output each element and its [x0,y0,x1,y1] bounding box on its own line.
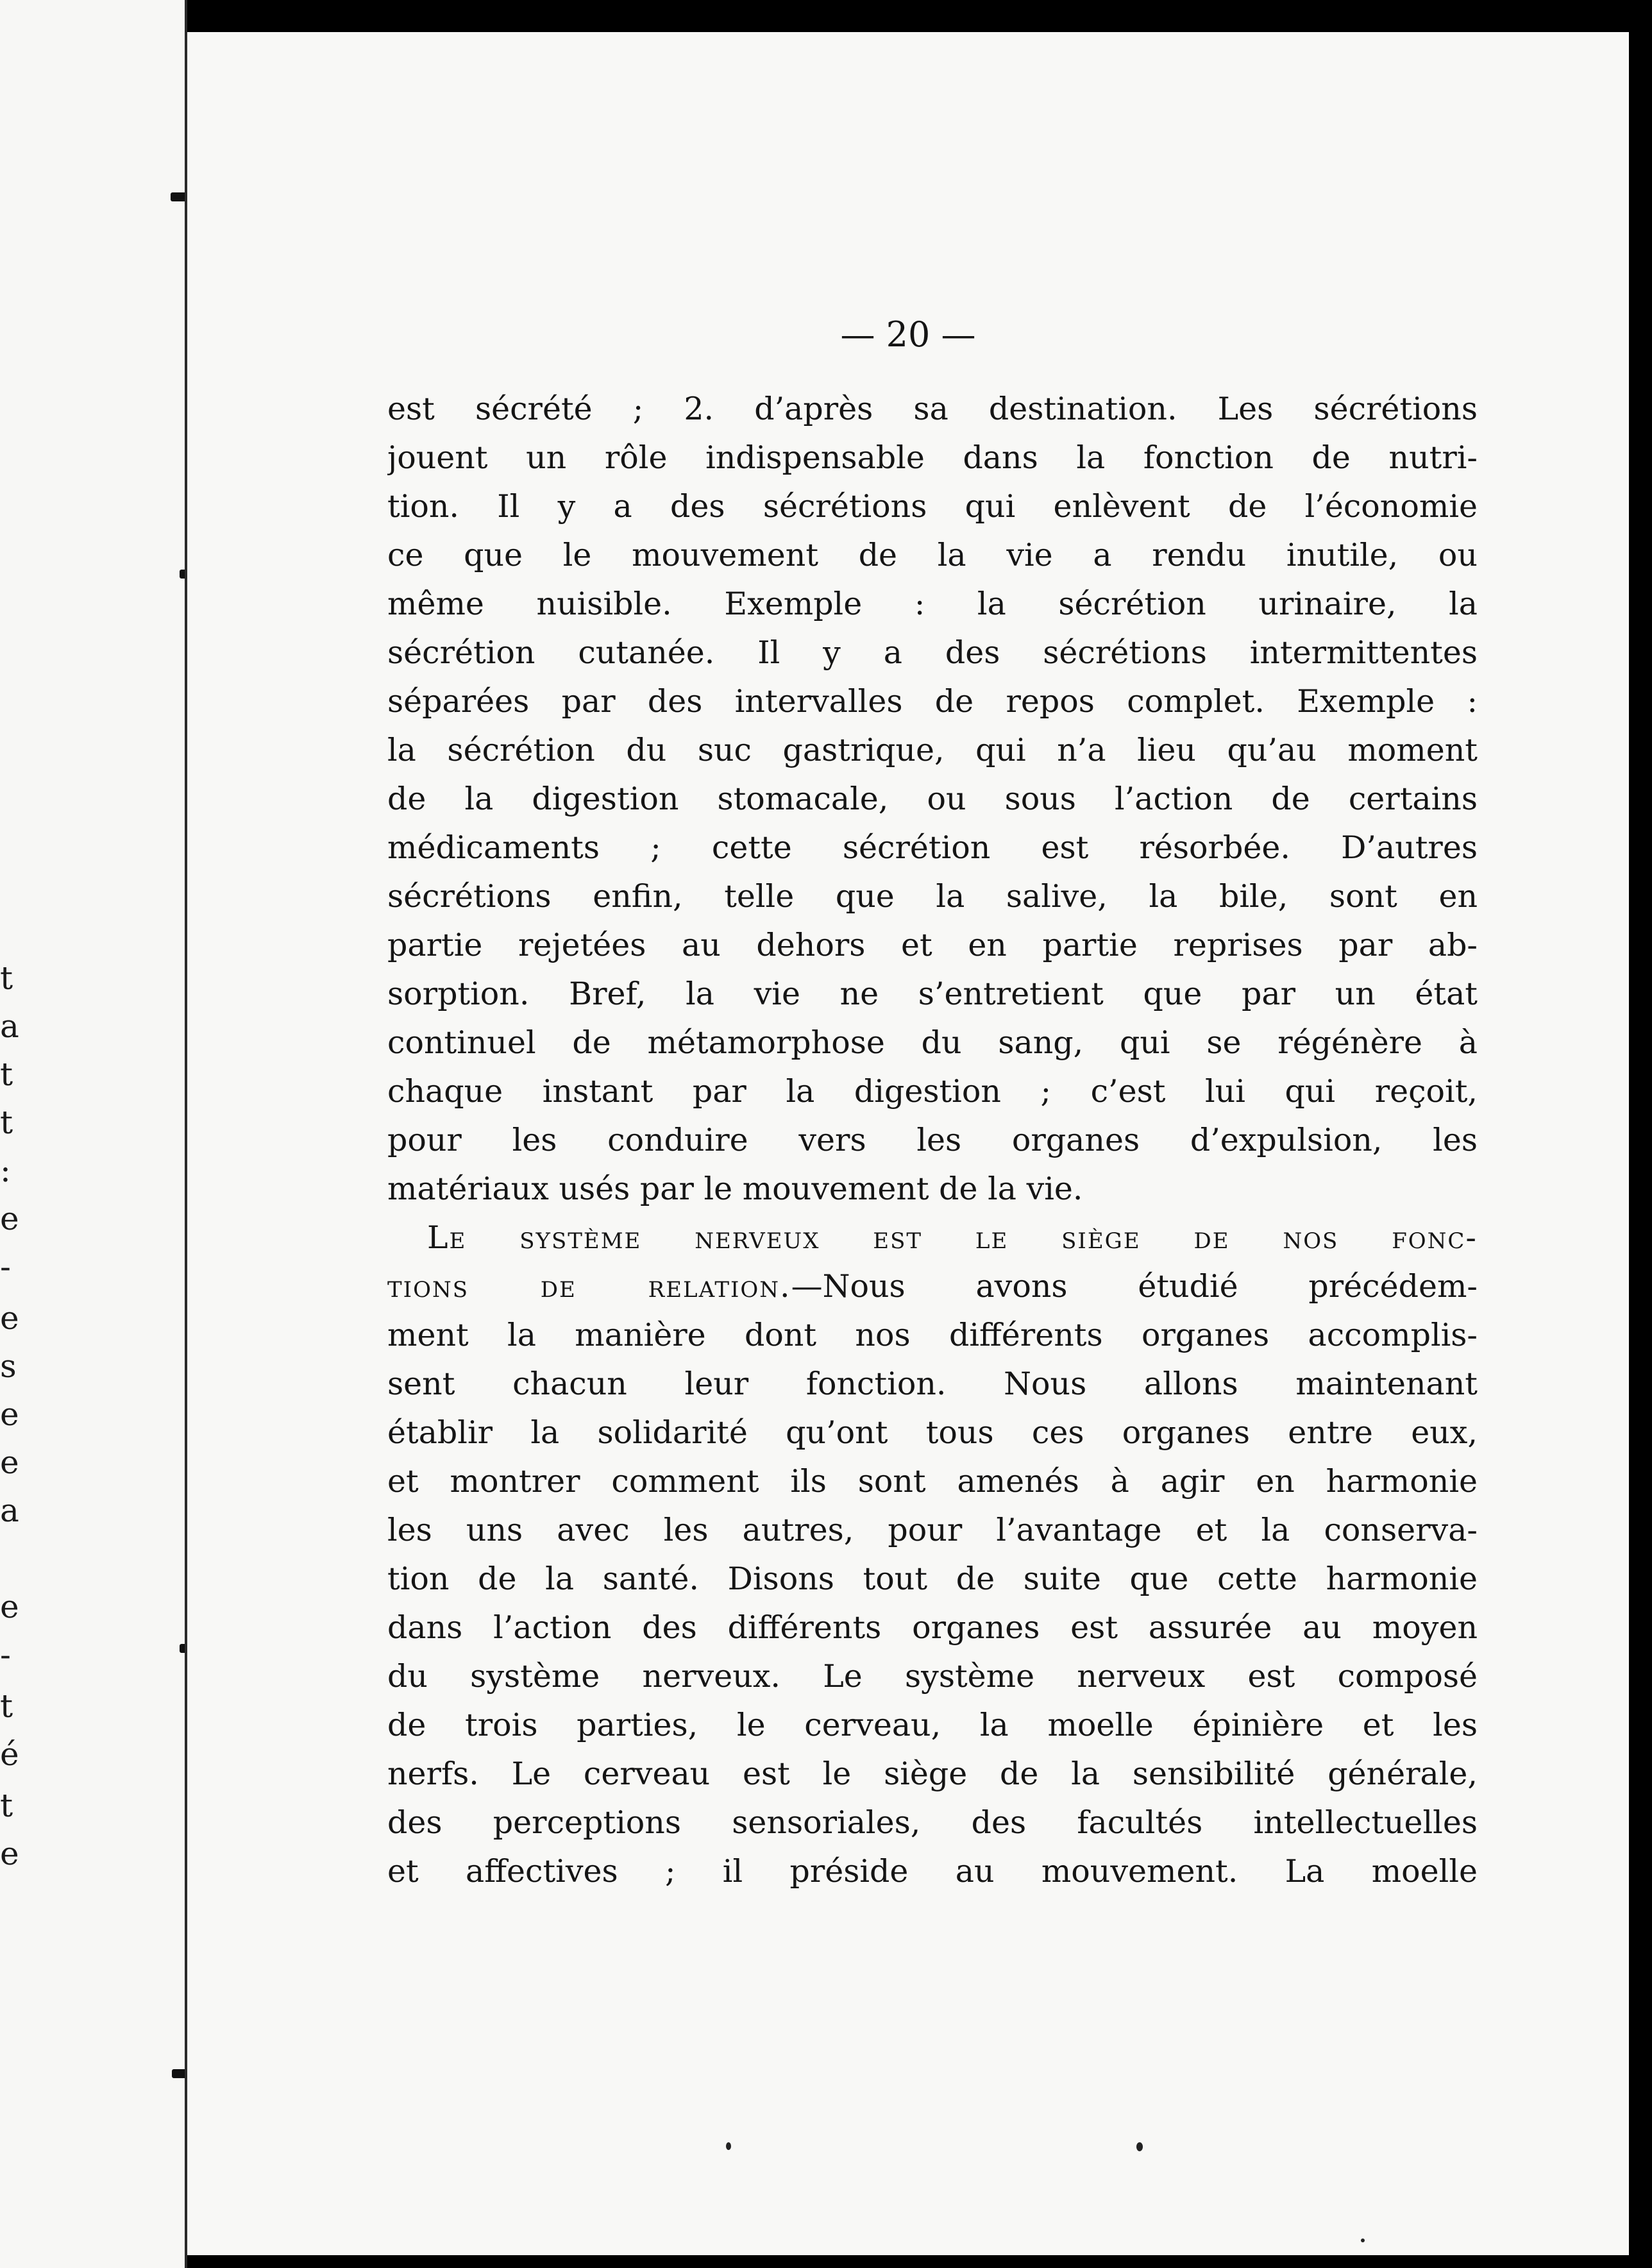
text-line: nerfs. Le cerveau est le siège de la sensibilité générale, [387,1756,1478,1792]
prev-page-fragment: s [0,1348,17,1385]
text-line: continuel de métamorphose du sang, qui se régénère à [387,1024,1478,1061]
page [187,32,1629,2255]
text-line: sécrétion cutanée. Il y a des sécrétions intermittentes [387,634,1478,671]
prev-page-fragment: t [0,1056,13,1093]
section-heading-continued [387,1262,1478,1311]
text-line: établir la solidarité qu’ont tous ces organes entre eux, [387,1414,1478,1451]
text-line: matériaux usés par le mouvement de la vie. [387,1171,1083,1207]
text-line: et montrer comment ils sont amenés à agir en harmonie [387,1463,1478,1500]
section-heading: Le système nerveux est le siège de nos fonc- [427,1219,1478,1256]
text-line: sorption. Bref, la vie ne s’entretient que par un état [387,976,1478,1012]
prev-page-fragment: e [0,1200,19,1237]
text-line: sent chacun leur fonction. Nous allons maintenant [387,1366,1478,1402]
page-number: — 20 — [840,314,976,355]
text-line: sécrétions enfin, telle que la salive, la bile, sont en [387,878,1478,915]
text-line: ce que le mouvement de la vie a rendu inutile, ou [387,537,1478,573]
prev-page-fragment: t [0,1688,13,1725]
print-speck [1361,2238,1365,2242]
prev-page-fragment: e [0,1835,19,1872]
text-line: médicaments ; cette sécrétion est résorbée. D’autres [387,829,1478,866]
text-line: séparées par des intervalles de repos complet. Exemple : [387,683,1478,720]
text-line: tion de la santé. Disons tout de suite que cette harmonie [387,1561,1478,1597]
print-speck [1136,2142,1143,2151]
text-line: pour les conduire vers les organes d’expulsion, les [387,1122,1478,1158]
section-heading-caps: tions de relation. [387,1268,791,1305]
prev-page-fragment: a [0,1008,19,1045]
body-text [387,385,1478,1896]
prev-page-fragment: e [0,1299,19,1337]
text-line: même nuisible. Exemple : la sécrétion urinaire, la [387,586,1478,622]
text-line: tion. Il y a des sécrétions qui enlèvent de l’économie [387,488,1478,525]
prev-page-fragment: t [0,1104,13,1141]
prev-page-fragment: é [0,1736,19,1773]
prev-page-fragment: e [0,1444,19,1481]
text-line: les uns avec les autres, pour l’avantage et la conserva- [387,1512,1478,1548]
text-line: chaque instant par la digestion ; c’est lui qui reçoit, [387,1073,1478,1110]
text-line: de la digestion stomacale, ou sous l’action de certains [387,781,1478,817]
prev-page-fragment: t [0,1787,13,1824]
text-line: du système nerveux. Le système nerveux est composé [387,1658,1478,1695]
text-line: dans l’action des différents organes est assurée au moyen [387,1609,1478,1646]
text-line: de trois parties, le cerveau, la moelle épinière et les [387,1707,1478,1743]
previous-page-strip [0,0,187,2268]
prev-page-fragment: - [0,1248,11,1285]
prev-page-fragment: e [0,1396,19,1433]
text-line: et affectives ; il préside au mouvement. La moelle [387,1853,1478,1890]
section-heading-rest: —Nous avons étudié précédem- [791,1268,1478,1305]
prev-page-fragment: a [0,1492,19,1529]
text-line: partie rejetées au dehors et en partie reprises par ab- [387,927,1478,963]
prev-page-fragment: e [0,1588,19,1625]
text-line: des perceptions sensoriales, des facultés intellectuelles [387,1804,1478,1841]
print-speck [726,2142,731,2150]
prev-page-fragment: t [0,960,13,997]
text-line: jouent un rôle indispensable dans la fonction de nutri- [387,439,1478,476]
text-line: est sécrété ; 2. d’après sa destination. Les sécrétions [387,391,1478,427]
prev-page-fragment: - [0,1636,11,1673]
text-line: la sécrétion du suc gastrique, qui n’a lieu qu’au moment [387,732,1478,768]
text-line: ment la manière dont nos différents organes accomplis- [387,1317,1478,1353]
prev-page-fragment: : [0,1152,11,1189]
